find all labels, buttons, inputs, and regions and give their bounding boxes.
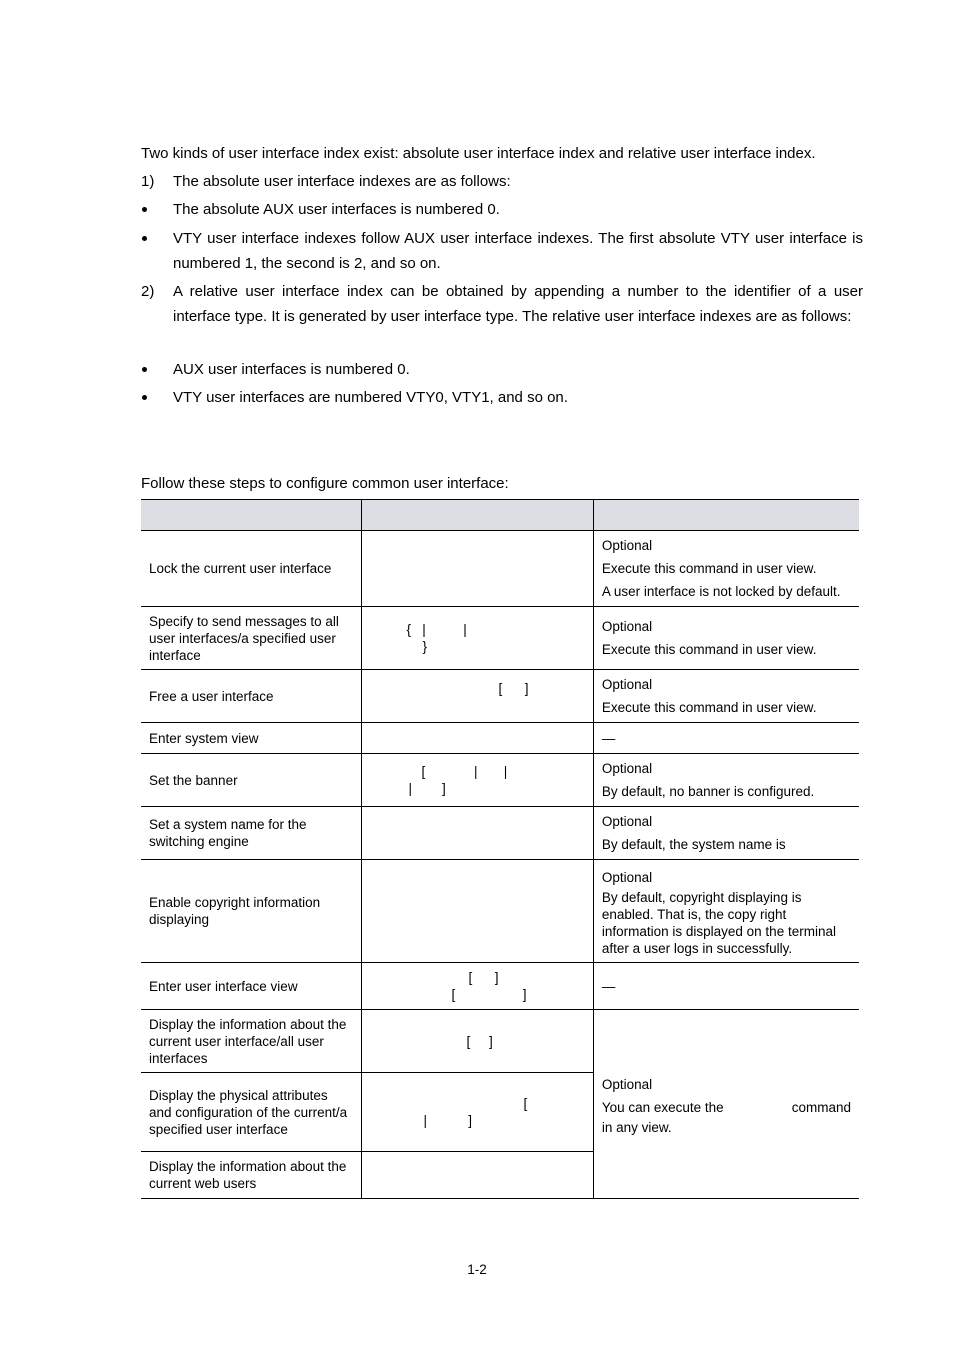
command-cell	[362, 963, 593, 1010]
table-row	[141, 860, 859, 963]
bullet-icon	[142, 395, 147, 400]
command-syntax: }	[422, 639, 427, 654]
list-item	[141, 226, 863, 276]
table-row	[141, 1010, 859, 1073]
operation-cell: Display the physical attributes and configuration of the current/a specified user interface	[141, 1073, 362, 1152]
table-row	[141, 531, 859, 607]
table-row	[141, 723, 859, 754]
remark-line: A user interface is not locked by default.	[601, 584, 841, 599]
remark-line: Optional	[601, 814, 653, 829]
remark-line: Optional	[601, 538, 653, 553]
page-number: 1-2	[467, 1262, 487, 1277]
command-syntax: [ ]	[468, 970, 499, 985]
header-cell-remarks	[593, 500, 859, 531]
command-cell	[362, 860, 593, 963]
list-item	[141, 385, 863, 410]
command-syntax: [ ]	[466, 1033, 493, 1049]
bullet-icon	[142, 207, 147, 212]
operation-cell: Enter system view	[141, 723, 362, 754]
operation-cell: Free a user interface	[141, 670, 362, 723]
operation-cell: Display the information about the current user interface/all user interfaces	[141, 1010, 362, 1073]
remark-line: By default, copyright displaying is enabled. That is, the copy right information is displayed on the terminal after a user logs in successfully.	[601, 889, 836, 956]
table-row	[141, 807, 859, 860]
remark-line: Optional	[601, 869, 653, 885]
list-item	[141, 279, 863, 329]
remark-line: Optional	[601, 761, 653, 776]
command-cell	[362, 1152, 593, 1199]
steps-intro: Follow these steps to configure common user interface:	[141, 475, 509, 492]
remark-line: By default, the system name is	[601, 837, 786, 852]
bullet-icon	[142, 367, 147, 372]
remark-line: Execute this command in user view.	[601, 642, 817, 657]
list-item	[141, 197, 863, 222]
remarks-cell	[593, 860, 859, 963]
remarks-cell	[593, 607, 859, 670]
remark-line: Optional	[601, 677, 653, 692]
command-cell	[362, 754, 593, 807]
command-syntax: { | |	[406, 622, 467, 637]
header-cell-operation	[141, 500, 362, 531]
list-item-text: The absolute user interface indexes are as follows:	[173, 173, 511, 190]
command-syntax: | ]	[408, 781, 446, 796]
header-cell-command	[362, 500, 593, 531]
list-item-text: A relative user interface index can be obtained by appending a number to the identifier of a user interface type. It is generated by user interface type. The relative user interface indexes are as follows:	[173, 283, 863, 325]
command-cell	[362, 607, 593, 670]
operation-cell: Enable copyright information displaying	[141, 860, 362, 963]
list-item-text: VTY user interface indexes follow AUX user interface indexes. The first absolute VTY user interface is numbered 1, the second is 2, and so on.	[173, 230, 863, 272]
command-syntax: | ]	[423, 1113, 472, 1128]
config-steps-table	[141, 499, 859, 1199]
remark-line: By default, no banner is configured.	[601, 784, 815, 799]
operation-cell: Enter user interface view	[141, 963, 362, 1010]
remarks-cell	[593, 531, 859, 607]
remark-line: Optional	[601, 1076, 653, 1092]
table-row	[141, 670, 859, 723]
operation-cell: Display the information about the current web users	[141, 1152, 362, 1199]
command-syntax: [ ]	[451, 987, 527, 1002]
command-cell	[362, 807, 593, 860]
remark-text: command	[791, 1099, 851, 1115]
remarks-cell: —	[593, 723, 859, 754]
remark-line: Execute this command in user view.	[601, 700, 817, 715]
command-cell	[362, 1010, 593, 1073]
remark-line	[602, 1096, 851, 1119]
bullet-icon	[142, 236, 147, 241]
command-cell	[362, 531, 593, 607]
command-cell	[362, 670, 593, 723]
remark-line: in any view.	[601, 1119, 672, 1135]
table-row	[141, 607, 859, 670]
list-item-text: VTY user interfaces are numbered VTY0, VTY1, and so on.	[173, 389, 568, 406]
command-syntax: [ ]	[498, 681, 529, 696]
operation-cell: Lock the current user interface	[141, 531, 362, 607]
command-cell	[362, 723, 593, 754]
operation-cell: Specify to send messages to all user interfaces/a specified user interface	[141, 607, 362, 670]
operation-cell: Set a system name for the switching engine	[141, 807, 362, 860]
remarks-cell-display	[593, 1010, 859, 1199]
list-item	[141, 357, 863, 382]
remarks-cell: —	[593, 963, 859, 1010]
table-row	[141, 754, 859, 807]
list-item	[141, 169, 863, 194]
table-row	[141, 963, 859, 1010]
remarks-cell	[593, 754, 859, 807]
list-item-text: AUX user interfaces is numbered 0.	[173, 361, 410, 378]
list-marker: 1)	[141, 173, 155, 190]
command-cell	[362, 1073, 593, 1152]
command-syntax: [	[523, 1096, 528, 1111]
intro-paragraph: Two kinds of user interface index exist: absolute user interface index and relative user interface index.	[141, 145, 816, 162]
table-header-row	[141, 500, 859, 531]
remarks-cell	[593, 670, 859, 723]
list-marker: 2)	[141, 283, 155, 300]
command-syntax: [ | |	[421, 764, 508, 779]
remark-line: Execute this command in user view.	[601, 561, 817, 576]
operation-cell: Set the banner	[141, 754, 362, 807]
remarks-cell	[593, 807, 859, 860]
remark-text: You can execute the	[601, 1099, 724, 1115]
remark-line: Optional	[601, 619, 653, 634]
list-item-text: The absolute AUX user interfaces is numbered 0.	[173, 201, 500, 218]
